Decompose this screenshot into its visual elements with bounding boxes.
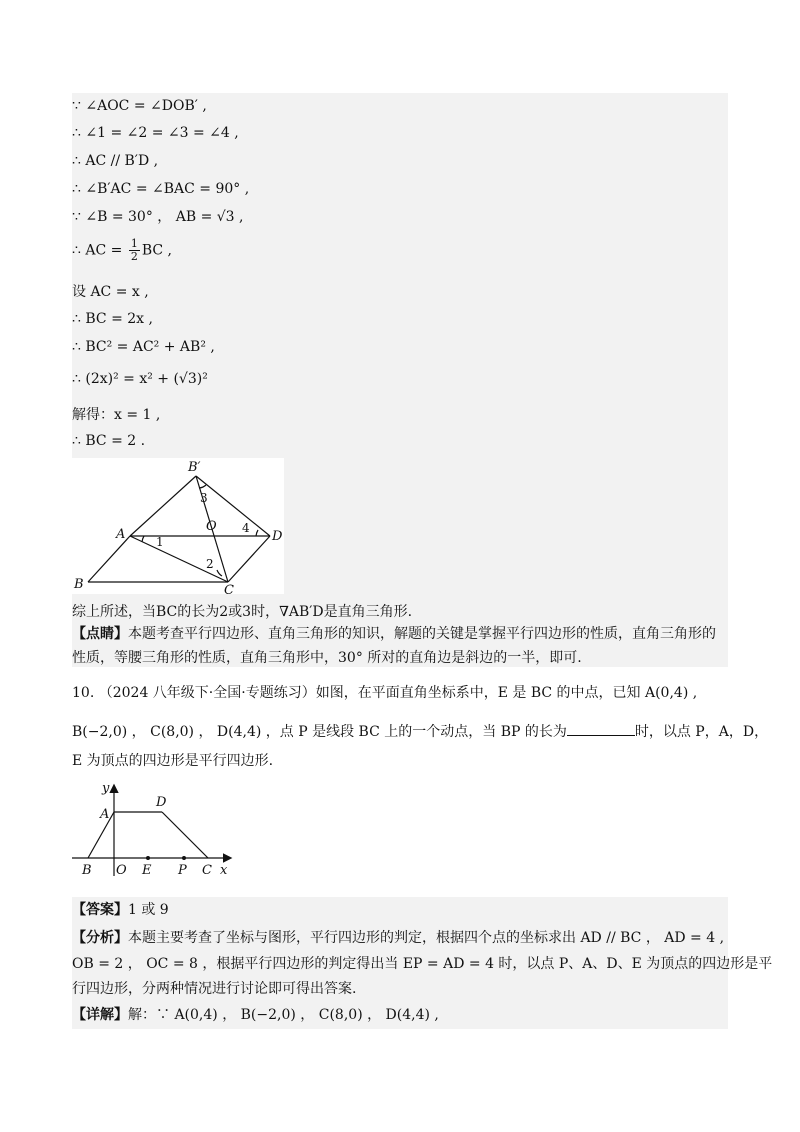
fraction-denominator: 2 [130,250,138,263]
solution-line-3: ∴ AC // B′D , [72,153,159,169]
solution-line-6-lead: ∴ AC = [72,242,127,259]
analysis-line-2: OB = 2 ， OC = 8 ，根据平行四边形的判定得出当 EP = AD = 4 时，以点 P、A、D、E 为顶点的四边形是平 [72,956,773,972]
point-label-c: C [202,863,212,878]
dianjing-paragraph [72,622,728,670]
dianjing-label: 【点睛】 [72,626,128,642]
point-label-b: B [82,863,92,878]
question-10-line-3: E 为顶点的四边形是平行四边形. [72,753,274,769]
axis-label-y: y [102,781,110,796]
analysis-line-3: 行四边形，分两种情况进行讨论即可得出答案. [72,981,357,997]
solution-line-1: ∵ ∠AOC = ∠DOB′ , [72,98,207,114]
label-a: A [116,527,126,542]
point-label-a: A [100,807,110,822]
analysis-line-1 [72,929,724,947]
analysis-text-1: 本题主要考查了坐标与图形，平行四边形的判定，根据四个点的坐标求出 AD // BC ， AD = 4 , [128,930,725,946]
fraction-half [129,238,140,263]
question-number: 10. [72,685,95,701]
solution-line-2: ∴ ∠1 = ∠2 = ∠3 = ∠4 , [72,125,239,141]
parallelogram-figure [72,458,284,594]
solution-line-12: ∴ BC = 2 . [72,433,146,449]
detail-label: 【详解】 [72,1007,128,1023]
solution-line-4: ∴ ∠B′AC = ∠BAC = 90° , [72,181,250,197]
question-10-line-1 [72,684,697,702]
label-c: C [224,583,234,594]
detail-text: 解：∵ A(0,4) ， B(−2,0) ， C(8,0) ， D(4,4) , [128,1007,439,1023]
detail-line [72,1006,439,1024]
solution-line-7: 设 AC = x , [72,284,149,300]
solution-line-9: ∴ BC² = AC² + AB² , [72,339,215,355]
solution-line-10: ∴ (2x)² = x² + (√3)² [72,371,208,387]
answer-blank [567,719,635,736]
analysis-label: 【分析】 [72,930,128,946]
question-text-2a: B(−2,0) ， C(8,0) ， D(4,4) ，点 P 是线段 BC 上的一个动点，当 BP 的长为 [72,724,567,740]
fraction-numerator: 1 [130,237,138,250]
point-label-e: E [142,863,152,878]
solution-line-8: ∴ BC = 2x , [72,311,153,327]
angle-label-1: 1 [156,535,164,549]
answer-label: 【答案】 [72,902,128,918]
dianjing-text: 本题考查平行四边形、直角三角形的知识，解题的关键是掌握平行四边形的性质，直角三角形的性质，等腰三角形的性质，直角三角形中，30° 所对的直角边是斜边的一半，即可. [72,626,716,666]
solution-line-5: ∵ ∠B = 30° ， AB = √3 , [72,209,244,225]
angle-label-2: 2 [206,557,214,571]
question-text-1: 如图，在平面直角坐标系中，E 是 BC 的中点，已知 A(0,4) , [315,685,698,701]
angle-label-3: 3 [200,491,208,505]
label-o: O [206,519,217,534]
question-text-2b: 时，以点 P，A，D， [634,724,769,740]
label-b-prime: B′ [188,460,201,475]
solution-line-6 [72,238,172,263]
axis-label-x: x [220,863,228,878]
angle-label-4: 4 [242,521,250,535]
point-label-d: D [156,795,167,810]
conclusion-text: 综上所述，当BC的长为2或3时，∇AB′D是直角三角形. [72,604,413,620]
solution-line-11: 解得：x = 1 , [72,407,161,423]
point-label-o: O [116,863,127,878]
question-10-line-2 [72,719,768,741]
point-label-p: P [178,863,187,878]
question-source: （2024 八年级下·全国·专题练习） [98,685,316,701]
label-b: B [74,577,84,592]
answer-text: 1 或 9 [128,902,169,918]
answer-line [72,901,169,919]
solution-line-6-tail: BC , [141,242,172,259]
coordinate-figure [72,776,242,880]
label-d: D [272,529,283,544]
parallelogram-diagram [72,458,284,594]
